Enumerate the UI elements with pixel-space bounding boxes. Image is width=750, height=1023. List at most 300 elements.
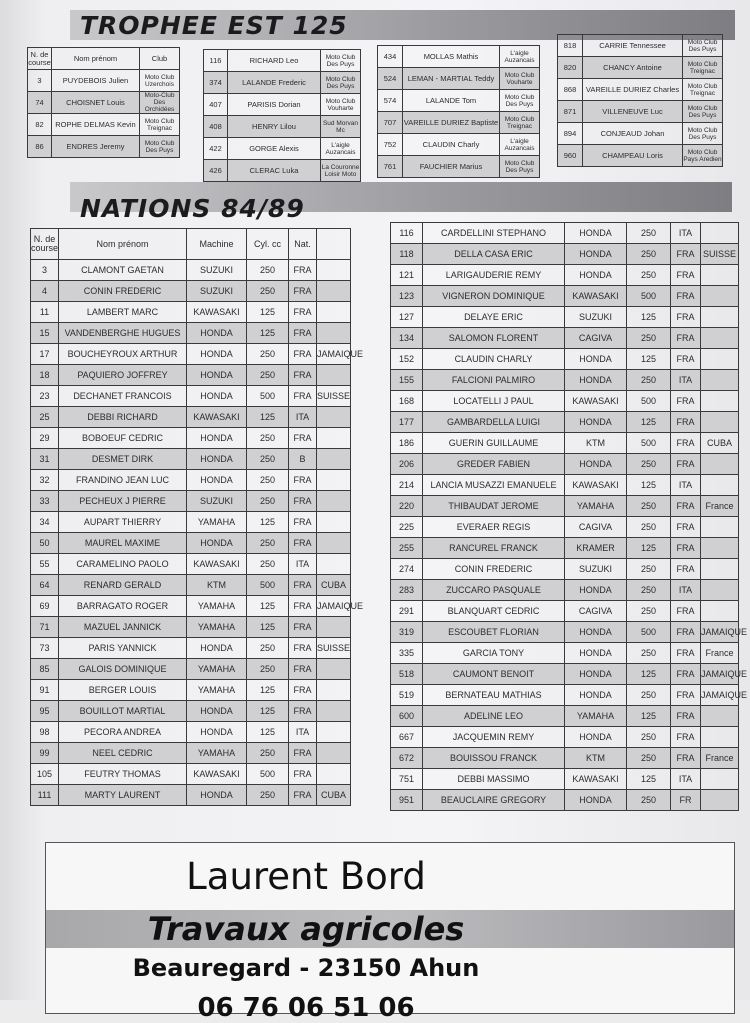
nations-row (391, 748, 739, 769)
nationality: FRA (671, 286, 701, 307)
nations-row (31, 386, 351, 407)
race-number: 99 (31, 743, 59, 764)
nationality: FRA (671, 328, 701, 349)
team (701, 307, 739, 328)
rider-name: CHANCY Antoine (583, 57, 683, 79)
team (701, 601, 739, 622)
cylinder: 250 (247, 344, 289, 365)
nationality: FRA (671, 706, 701, 727)
rider-name: JACQUEMIN REMY (423, 727, 565, 748)
race-number: 118 (391, 244, 423, 265)
cylinder: 250 (627, 454, 671, 475)
rider-name: PUYDEBOIS Julien (52, 70, 140, 92)
trophee-row (558, 57, 723, 79)
nations-row (31, 680, 351, 701)
trophee-row (558, 35, 723, 57)
race-number: 86 (28, 136, 52, 158)
nationality: FRA (671, 748, 701, 769)
machine: KAWASAKI (187, 302, 247, 323)
team (317, 533, 351, 554)
machine: HONDA (187, 365, 247, 386)
nationality: FRA (289, 764, 317, 785)
trophee-row (204, 50, 361, 72)
cylinder: 250 (247, 743, 289, 764)
cylinder: 250 (627, 265, 671, 286)
machine: KTM (565, 433, 627, 454)
machine: HONDA (187, 638, 247, 659)
nationality: FRA (671, 391, 701, 412)
machine: KAWASAKI (565, 391, 627, 412)
nations-row (391, 727, 739, 748)
race-number: 407 (204, 94, 228, 116)
rider-name: LALANDE Frederic (228, 72, 321, 94)
trophee-header-number: N. de course (28, 48, 52, 70)
race-number: 18 (31, 365, 59, 386)
race-number: 69 (31, 596, 59, 617)
race-number: 121 (391, 265, 423, 286)
trophee-row (28, 114, 180, 136)
club: Moto-Club Des Orchidées (140, 92, 180, 114)
rider-name: CONJEAUD Johan (583, 123, 683, 145)
team (317, 512, 351, 533)
rider-name: LALANDE Tom (403, 90, 500, 112)
nationality: ITA (289, 722, 317, 743)
club: Moto Club Des Puys (321, 50, 361, 72)
rider-name: FAUCHIER Marius (403, 156, 500, 178)
cylinder: 125 (627, 307, 671, 328)
nations-row (391, 538, 739, 559)
team (701, 706, 739, 727)
rider-name: PARIS YANNICK (59, 638, 187, 659)
nationality: FRA (289, 260, 317, 281)
machine: SUZUKI (565, 559, 627, 580)
race-number: 752 (378, 134, 403, 156)
club: Moto Club Treignac (500, 112, 540, 134)
nationality: FRA (289, 743, 317, 764)
team: SUISSE (701, 244, 739, 265)
nations-row (31, 323, 351, 344)
machine: HONDA (187, 701, 247, 722)
trophee-row (28, 70, 180, 92)
nations-table-left (30, 228, 364, 806)
machine: HONDA (565, 223, 627, 244)
race-number: 98 (31, 722, 59, 743)
race-number: 667 (391, 727, 423, 748)
trophee-row (378, 46, 540, 68)
rider-name: ROPHE DELMAS Kevin (52, 114, 140, 136)
race-number: 116 (204, 50, 228, 72)
club: La Couronne Loisir Moto (321, 160, 361, 182)
race-number: 152 (391, 349, 423, 370)
team (701, 223, 739, 244)
machine: CAGIVA (565, 601, 627, 622)
rider-name: VIGNERON DOMINIQUE (423, 286, 565, 307)
club: Moto Club Des Puys (683, 123, 723, 145)
nationality: FRA (289, 302, 317, 323)
ad-trade: Travaux agricoles (147, 910, 465, 948)
race-number: 524 (378, 68, 403, 90)
cylinder: 125 (627, 412, 671, 433)
rider-name: CLAUDIN CHARLY (423, 349, 565, 370)
team (701, 517, 739, 538)
cylinder: 125 (627, 664, 671, 685)
rider-name: VILLENEUVE Luc (583, 101, 683, 123)
rider-name: HENRY Lilou (228, 116, 321, 138)
nations-row (31, 470, 351, 491)
nations-title: NATIONS 84/89 (80, 194, 305, 223)
race-number: 73 (31, 638, 59, 659)
team: CUBA (317, 575, 351, 596)
club: Moto Club Vouharte (321, 94, 361, 116)
race-number: 761 (378, 156, 403, 178)
race-number: 335 (391, 643, 423, 664)
race-number: 11 (31, 302, 59, 323)
rider-name: CONIN FREDERIC (423, 559, 565, 580)
nations-row (391, 580, 739, 601)
team (701, 580, 739, 601)
machine: HONDA (565, 412, 627, 433)
rider-name: MARTY LAURENT (59, 785, 187, 806)
team: France (701, 748, 739, 769)
race-number: 751 (391, 769, 423, 790)
cylinder: 125 (627, 769, 671, 790)
race-number: 672 (391, 748, 423, 769)
team: CUBA (701, 433, 739, 454)
machine: YAMAHA (187, 617, 247, 638)
machine: HONDA (565, 643, 627, 664)
cylinder: 125 (247, 722, 289, 743)
cylinder: 125 (627, 538, 671, 559)
machine: KAWASAKI (187, 407, 247, 428)
race-number: 960 (558, 145, 583, 167)
rider-name: PECORA ANDREA (59, 722, 187, 743)
team: JAMAIQUE (701, 664, 739, 685)
cylinder: 250 (627, 496, 671, 517)
trophee-row (28, 136, 180, 158)
team: CUBA (317, 785, 351, 806)
nations-row (31, 260, 351, 281)
nations-row (31, 617, 351, 638)
nations-row (391, 559, 739, 580)
nations-row (31, 449, 351, 470)
club: L'aigle Auzancais (321, 138, 361, 160)
race-number: 29 (31, 428, 59, 449)
nationality: FRA (289, 638, 317, 659)
machine: HONDA (187, 449, 247, 470)
ad-phone: 06 76 06 51 06 (197, 993, 415, 1023)
team (317, 743, 351, 764)
cylinder: 250 (247, 533, 289, 554)
rider-name: DESMET DIRK (59, 449, 187, 470)
race-number: 127 (391, 307, 423, 328)
machine: CAGIVA (565, 328, 627, 349)
rider-name: CONIN FREDERIC (59, 281, 187, 302)
race-number: 3 (31, 260, 59, 281)
cylinder: 250 (627, 643, 671, 664)
nationality: FRA (671, 307, 701, 328)
rider-name: DELLA CASA ERIC (423, 244, 565, 265)
rider-name: MOLLAS Mathis (403, 46, 500, 68)
machine: SUZUKI (565, 307, 627, 328)
nations-row (391, 307, 739, 328)
race-number: 123 (391, 286, 423, 307)
race-number: 105 (31, 764, 59, 785)
cylinder: 250 (627, 580, 671, 601)
rider-name: DEBBI RICHARD (59, 407, 187, 428)
nationality: FRA (671, 265, 701, 286)
race-number: 894 (558, 123, 583, 145)
nations-row (391, 370, 739, 391)
race-number: 274 (391, 559, 423, 580)
nations-row (31, 302, 351, 323)
nationality: FRA (671, 412, 701, 433)
nationality: FRA (289, 785, 317, 806)
club: Moto Club Pays Aredien (683, 145, 723, 167)
cylinder: 250 (247, 428, 289, 449)
nationality: FR (671, 790, 701, 811)
cylinder: 250 (247, 449, 289, 470)
rider-name: FRANDINO JEAN LUC (59, 470, 187, 491)
machine: KAWASAKI (565, 769, 627, 790)
nations-row (31, 554, 351, 575)
nationality: FRA (289, 344, 317, 365)
team (317, 260, 351, 281)
nations-table-right (390, 222, 748, 811)
machine: YAMAHA (565, 706, 627, 727)
race-number: 519 (391, 685, 423, 706)
nationality: FRA (289, 323, 317, 344)
team (701, 349, 739, 370)
team (317, 491, 351, 512)
club: Moto Club Uzerchois (140, 70, 180, 92)
nationality: ITA (671, 475, 701, 496)
machine: HONDA (187, 785, 247, 806)
nationality: FRA (289, 428, 317, 449)
race-number: 951 (391, 790, 423, 811)
machine: HONDA (565, 265, 627, 286)
cylinder: 500 (247, 575, 289, 596)
rider-name: GARCIA TONY (423, 643, 565, 664)
nations-row (31, 764, 351, 785)
cylinder: 125 (247, 701, 289, 722)
cylinder: 250 (247, 785, 289, 806)
team (317, 680, 351, 701)
race-number: 95 (31, 701, 59, 722)
nations-row (391, 664, 739, 685)
nationality: ITA (671, 223, 701, 244)
trophee-table-1 (27, 47, 180, 158)
team: JAMAIQUE (701, 685, 739, 706)
race-number: 319 (391, 622, 423, 643)
nations-row (31, 512, 351, 533)
nations-row (31, 722, 351, 743)
nations-row (31, 428, 351, 449)
race-number: 214 (391, 475, 423, 496)
nations-row (391, 244, 739, 265)
race-number: 206 (391, 454, 423, 475)
race-number: 4 (31, 281, 59, 302)
cylinder: 500 (627, 391, 671, 412)
nationality: ITA (671, 580, 701, 601)
race-number: 871 (558, 101, 583, 123)
rider-name: GORGE Alexis (228, 138, 321, 160)
team (701, 538, 739, 559)
race-number: 50 (31, 533, 59, 554)
race-number: 23 (31, 386, 59, 407)
team (317, 701, 351, 722)
cylinder: 250 (247, 554, 289, 575)
rider-name: LEMAN - MARTIAL Teddy (403, 68, 500, 90)
race-number: 255 (391, 538, 423, 559)
rider-name: VAREILLE DURIEZ Charles (583, 79, 683, 101)
team (317, 428, 351, 449)
cylinder: 125 (247, 407, 289, 428)
trophee-row (378, 90, 540, 112)
race-number: 74 (28, 92, 52, 114)
machine: HONDA (565, 370, 627, 391)
machine: YAMAHA (565, 496, 627, 517)
nationality: FRA (289, 533, 317, 554)
rider-name: LANCIA MUSAZZI EMANUELE (423, 475, 565, 496)
cylinder: 250 (627, 727, 671, 748)
nations-row (31, 281, 351, 302)
rider-name: BARRAGATO ROGER (59, 596, 187, 617)
nationality: FRA (671, 433, 701, 454)
nationality: B (289, 449, 317, 470)
nations-header-number: N. de course (31, 229, 59, 260)
trophee-title: TROPHEE EST 125 (80, 11, 348, 40)
cylinder: 250 (247, 638, 289, 659)
team (701, 370, 739, 391)
rider-name: THIBAUDAT JEROME (423, 496, 565, 517)
rider-name: VAREILLE DURIEZ Baptiste (403, 112, 500, 134)
rider-name: SALOMON FLORENT (423, 328, 565, 349)
club: L'aigle Auzancais (500, 134, 540, 156)
nations-row (391, 685, 739, 706)
nationality: ITA (671, 370, 701, 391)
nationality: FRA (671, 349, 701, 370)
nationality: FRA (671, 622, 701, 643)
rider-name: RICHARD Leo (228, 50, 321, 72)
team (317, 302, 351, 323)
nations-row (391, 265, 739, 286)
nations-row (391, 286, 739, 307)
club: Moto Club Des Puys (683, 101, 723, 123)
rider-name: RENARD GERALD (59, 575, 187, 596)
race-number: 134 (391, 328, 423, 349)
team (701, 412, 739, 433)
race-number: 15 (31, 323, 59, 344)
race-number: 518 (391, 664, 423, 685)
trophee-table-3 (377, 45, 540, 178)
machine: HONDA (187, 386, 247, 407)
rider-name: DECHANET FRANCOIS (59, 386, 187, 407)
nations-row (391, 643, 739, 664)
advertisement (45, 842, 735, 1023)
rider-name: GREDER FABIEN (423, 454, 565, 475)
race-number: 374 (204, 72, 228, 94)
race-number: 600 (391, 706, 423, 727)
rider-name: BOUCHEYROUX ARTHUR (59, 344, 187, 365)
cylinder: 250 (627, 685, 671, 706)
nations-row (391, 223, 739, 244)
rider-name: GUERIN GUILLAUME (423, 433, 565, 454)
nations-row (31, 344, 351, 365)
nationality: FRA (289, 617, 317, 638)
team (317, 470, 351, 491)
rider-name: NEEL CEDRIC (59, 743, 187, 764)
race-number: 422 (204, 138, 228, 160)
club: Moto Club Des Puys (140, 136, 180, 158)
machine: YAMAHA (187, 512, 247, 533)
nations-row (31, 785, 351, 806)
machine: YAMAHA (187, 596, 247, 617)
nations-row (31, 659, 351, 680)
cylinder: 125 (627, 475, 671, 496)
rider-name: CLAUDIN Charly (403, 134, 500, 156)
team: SUISSE (317, 386, 351, 407)
team (701, 286, 739, 307)
race-number: 434 (378, 46, 403, 68)
team (701, 265, 739, 286)
nationality: ITA (289, 407, 317, 428)
rider-name: ZUCCARO PASQUALE (423, 580, 565, 601)
cylinder: 500 (247, 764, 289, 785)
machine: HONDA (565, 349, 627, 370)
machine: HONDA (187, 344, 247, 365)
rider-name: BERNATEAU MATHIAS (423, 685, 565, 706)
club: Moto Club Treignac (683, 79, 723, 101)
team (701, 727, 739, 748)
rider-name: GAMBARDELLA LUIGI (423, 412, 565, 433)
nations-row (31, 638, 351, 659)
cylinder: 250 (627, 328, 671, 349)
race-number: 177 (391, 412, 423, 433)
team (701, 475, 739, 496)
machine: YAMAHA (187, 743, 247, 764)
nations-row (391, 412, 739, 433)
machine: HONDA (187, 323, 247, 344)
nations-row (31, 533, 351, 554)
race-number: 220 (391, 496, 423, 517)
race-number: 291 (391, 601, 423, 622)
nations-row (391, 475, 739, 496)
trophee-row (558, 123, 723, 145)
cylinder: 500 (247, 386, 289, 407)
trophee-row (28, 92, 180, 114)
machine: HONDA (565, 727, 627, 748)
trophee-header-club: Club (140, 48, 180, 70)
nations-row (31, 701, 351, 722)
rider-name: VANDENBERGHE HUGUES (59, 323, 187, 344)
nationality: FRA (289, 575, 317, 596)
machine: CAGIVA (565, 517, 627, 538)
race-number: 25 (31, 407, 59, 428)
race-number: 91 (31, 680, 59, 701)
cylinder: 250 (627, 370, 671, 391)
trophee-row (378, 156, 540, 178)
nations-row (391, 349, 739, 370)
team (701, 790, 739, 811)
team (317, 659, 351, 680)
cylinder: 250 (627, 559, 671, 580)
machine: HONDA (187, 470, 247, 491)
nations-row (31, 491, 351, 512)
race-number: 34 (31, 512, 59, 533)
nations-row (31, 743, 351, 764)
trophee-row (204, 138, 361, 160)
club: Moto Club Des Puys (500, 156, 540, 178)
